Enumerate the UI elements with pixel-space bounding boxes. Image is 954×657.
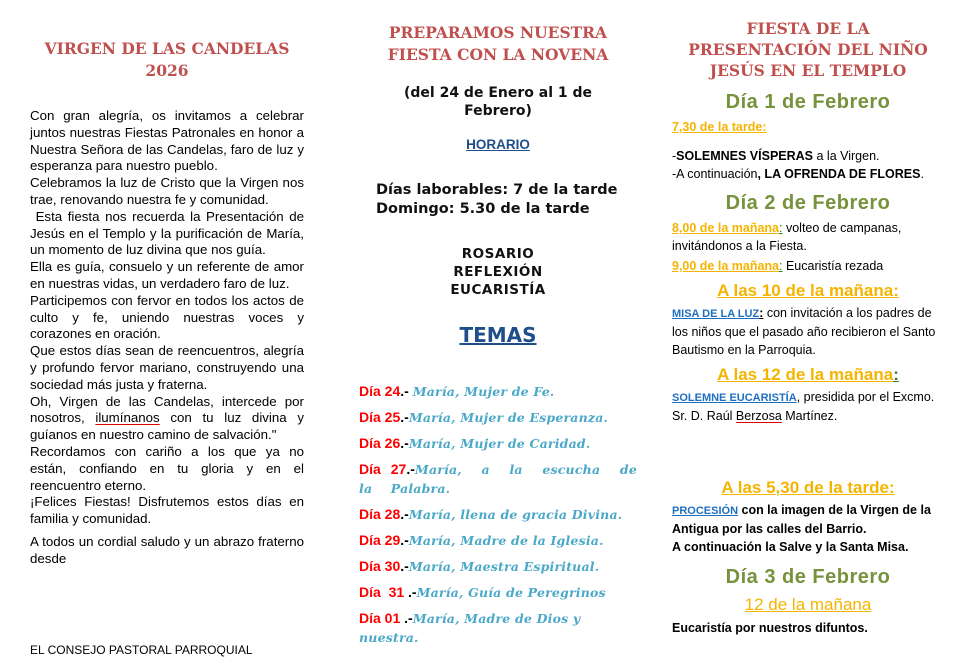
spellcheck-word: ilumínanos xyxy=(95,410,160,426)
day-1-heading: Día 1 de Febrero xyxy=(725,91,891,113)
list-item: Día 29.-María, Madre de la Iglesia. xyxy=(359,532,604,548)
day-3-heading: Día 3 de Febrero xyxy=(725,566,891,588)
paragraph: Esta fiesta nos recuerda la Presentación de Jesús en el Templo y la purificación de María, un momento de luz divina que nos guía. xyxy=(30,208,308,258)
procesion: PROCESIÓN con la imagen de la Virgen de la Antigua por las calles del Barrio. A continuación la Salve y la Santa Misa. xyxy=(672,503,931,554)
paragraph: Participemos con fervor en todos los actos de culto y fe, uniendo nuestras voces y corazones en oración. xyxy=(30,292,304,342)
feast-title: FIESTA DE LA PRESENTACIÓN DEL NIÑO JESÚS EN EL TEMPLO xyxy=(688,19,928,80)
list-item: Día 26.-María, Mujer de Caridad. xyxy=(359,435,591,451)
paragraph: Recordamos con cariño a los que ya no están, confiando en tu gloria y en el reencuentro eterno. xyxy=(30,443,304,493)
novena-title: PREPARAMOS NUESTRA FIESTA CON LA NOVENA xyxy=(387,23,609,64)
paragraph: Ella es guía, consuelo y un referente de amor en nuestras vidas, un verdadero faro de luz. xyxy=(30,259,304,291)
time-label: 7,30 de la tarde: xyxy=(672,120,767,134)
list-item: Día 25.-María, Mujer de Esperanza. xyxy=(359,409,609,425)
temas-heading: TEMAS xyxy=(459,323,537,347)
left-title xyxy=(30,38,304,82)
list-item: Día 27.-María, a la escucha de la Palabra. xyxy=(359,461,637,496)
list-item: Día 30.-María, Maestra Espiritual. xyxy=(359,558,600,574)
novena-list xyxy=(359,382,637,654)
misa-de-la-luz: MISA DE LA LUZ: con invitación a los padres de los niños que el pasado año recibieron el Santo Bautismo en la Parroquia. xyxy=(672,306,936,357)
paragraph: Que estos días sean de reencuentros, alegría y profundo fervor mariano, construyendo una sociedad más justa y fraterna. xyxy=(30,343,304,392)
day-3-text: Eucaristía por nuestros difuntos. xyxy=(672,621,868,635)
list-item: Día 24.- María, Mujer de Fe. xyxy=(359,383,555,399)
schedule: Días laborables: 7 de la tarde Domingo: 5.30 de la tarde xyxy=(376,182,618,217)
title-line-2: 2026 xyxy=(145,61,189,80)
paragraph: ¡Felices Fiestas! Disfrutemos estos días en familia y comunidad. xyxy=(30,494,304,527)
paragraph: Con gran alegría, os invitamos a celebrar juntos nuestras Fiestas Patronales en honor a Nuestra Señora de las Candelas, faro de luz y esperanza para nuestro pueblo. xyxy=(30,108,304,174)
novena-dates: (del 24 de Enero al 1 de Febrero) xyxy=(403,85,592,119)
title-line-1: VIRGEN DE LAS CANDELAS xyxy=(44,39,290,58)
time-heading-12: A las 12 de la mañana: xyxy=(717,365,899,384)
list-item: Día 28.-María, llena de gracia Divina. xyxy=(359,506,623,522)
time-heading-530: A las 5,30 de la tarde: xyxy=(721,478,895,497)
invitation-text xyxy=(30,108,308,568)
day-2-morning: 8,00 de la mañana: volteo de campanas, invitándonos a la Fiesta. xyxy=(672,221,902,253)
signature: EL CONSEJO PASTORAL PARROQUIAL xyxy=(30,643,253,657)
time-heading-10: A las 10 de la mañana: xyxy=(717,281,899,300)
day-2-heading: Día 2 de Febrero xyxy=(725,192,891,214)
prayer-paragraph: Oh, Virgen de las Candelas, intercede por nosotros, ilumínanos con tu luz divina y guíanos en nuestro camino de salvación." xyxy=(30,393,304,443)
list-item: Día 31 .-María, Guía de Peregrinos xyxy=(359,584,606,600)
horario-heading: HORARIO xyxy=(466,137,530,152)
time-heading-day3: 12 de la mañana xyxy=(744,595,872,614)
paragraph: Celebramos la luz de Cristo que la Virgen nos trae, renovando nuestra fe y comunidad. xyxy=(30,175,304,207)
greeting: A todos un cordial saludo y un abrazo fraterno desde xyxy=(30,533,304,566)
list-item: Día 01 .-María, Madre de Dios y nuestra. xyxy=(359,610,581,645)
solemne-eucaristia: SOLEMNE EUCARISTÍA, presidida por el Excmo. Sr. D. Raúl Berzosa Martínez. xyxy=(672,390,935,423)
day-1-events: -SOLEMNES VÍSPERAS a la Virgen. -A continuación, LA OFRENDA DE FLORES. xyxy=(672,149,924,181)
acts-list: ROSARIO REFLEXIÓN EUCARISTÍA xyxy=(450,246,546,298)
